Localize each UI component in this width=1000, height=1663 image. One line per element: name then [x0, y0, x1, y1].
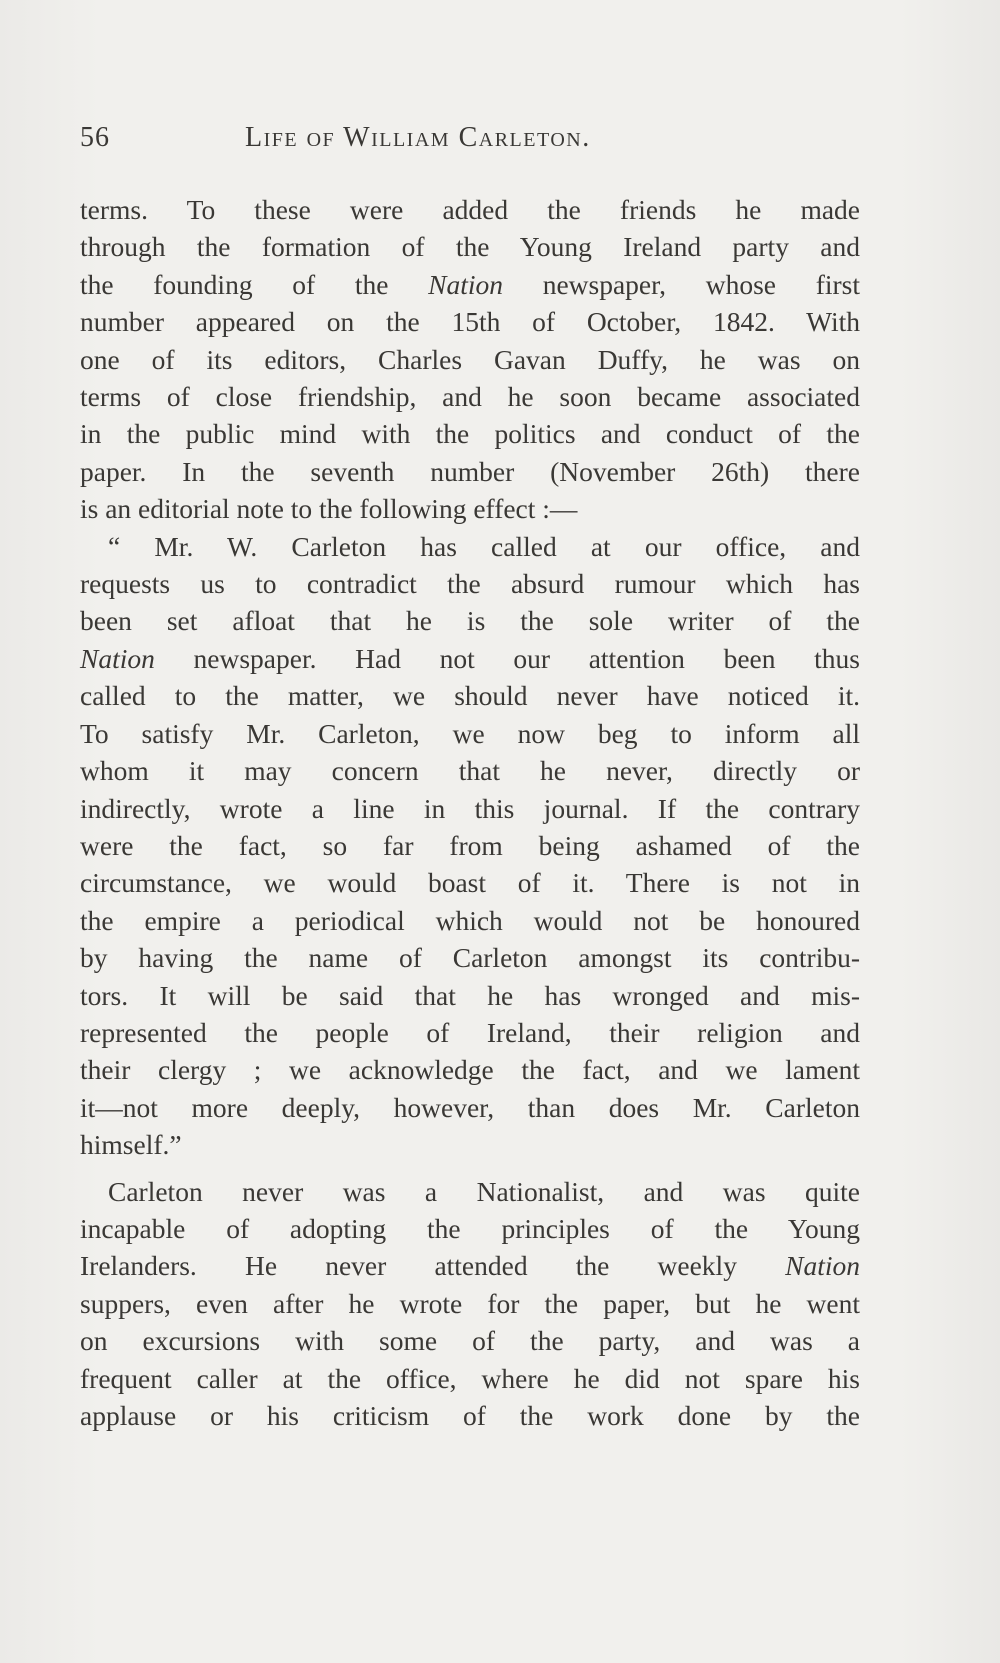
text-line: the founding of the Nation newspaper, whose first: [80, 268, 860, 300]
running-head: Life of William Carleton.: [245, 122, 591, 153]
quote-line: Nation newspaper. Had not our attention been thus: [80, 642, 860, 674]
quote-line: by having the name of Carleton amongst its contribu-: [80, 942, 860, 974]
quote-line: called to the matter, we should never have noticed it.: [80, 680, 860, 712]
text-line: frequent caller at the office, where he did not spare his: [80, 1362, 860, 1394]
text-line: Irelanders. He never attended the weekly Nation: [80, 1250, 860, 1282]
page-header: [80, 122, 860, 162]
body-text: [80, 191, 860, 1434]
quote-line: their clergy ; we acknowledge the fact, and we lament: [80, 1054, 860, 1086]
text-line: through the formation of the Young Ireland party and: [80, 231, 860, 263]
text-line: Carleton never was a Nationalist, and was quite: [108, 1175, 860, 1207]
quote-line: tors. It will be said that he has wronged and mis-: [80, 979, 860, 1011]
text-line: suppers, even after he wrote for the paper, but he went: [80, 1287, 860, 1319]
quote-line: it—not more deeply, however, than does Mr. Carleton: [80, 1091, 860, 1123]
quote-line: “ Mr. W. Carleton has called at our office, and: [108, 530, 860, 562]
text-line: terms of close friendship, and he soon became associated: [80, 381, 860, 413]
text-line: applause or his criticism of the work done by the: [80, 1400, 860, 1431]
quote-line: been set afloat that he is the sole writer of the: [80, 605, 860, 637]
text-line: number appeared on the 15th of October, 1842. With: [80, 306, 860, 338]
quote-line: were the fact, so far from being ashamed of the: [80, 829, 860, 861]
quote-line: indirectly, wrote a line in this journal. If the contrary: [80, 792, 860, 824]
quote-line: himself.”: [80, 1129, 182, 1161]
quote-line: the empire a periodical which would not be honoured: [80, 904, 860, 936]
quote-line: To satisfy Mr. Carleton, we now beg to inform all: [80, 717, 860, 749]
quote-line: represented the people of Ireland, their religion and: [80, 1016, 860, 1048]
quote-line: circumstance, we would boast of it. There is not in: [80, 867, 860, 899]
text-line: on excursions with some of the party, and was a: [80, 1325, 860, 1357]
page-number: 56: [80, 122, 110, 153]
text-line: terms. To these were added the friends he made: [80, 194, 860, 225]
text-line: paper. In the seventh number (November 26th) there: [80, 455, 860, 487]
italic-title: Nation: [80, 642, 155, 674]
text-line: in the public mind with the politics and conduct of the: [80, 418, 860, 450]
quote-line: requests us to contradict the absurd rumour which has: [80, 568, 860, 600]
italic-title: Nation: [428, 268, 504, 300]
quote-line: whom it may concern that he never, directly or: [80, 755, 860, 787]
text-line: is an editorial note to the following effect :—: [80, 493, 578, 525]
text-line: incapable of adopting the principles of the Young: [80, 1212, 860, 1244]
text-line: one of its editors, Charles Gavan Duffy, he was on: [80, 343, 860, 375]
italic-title: Nation: [785, 1250, 860, 1282]
